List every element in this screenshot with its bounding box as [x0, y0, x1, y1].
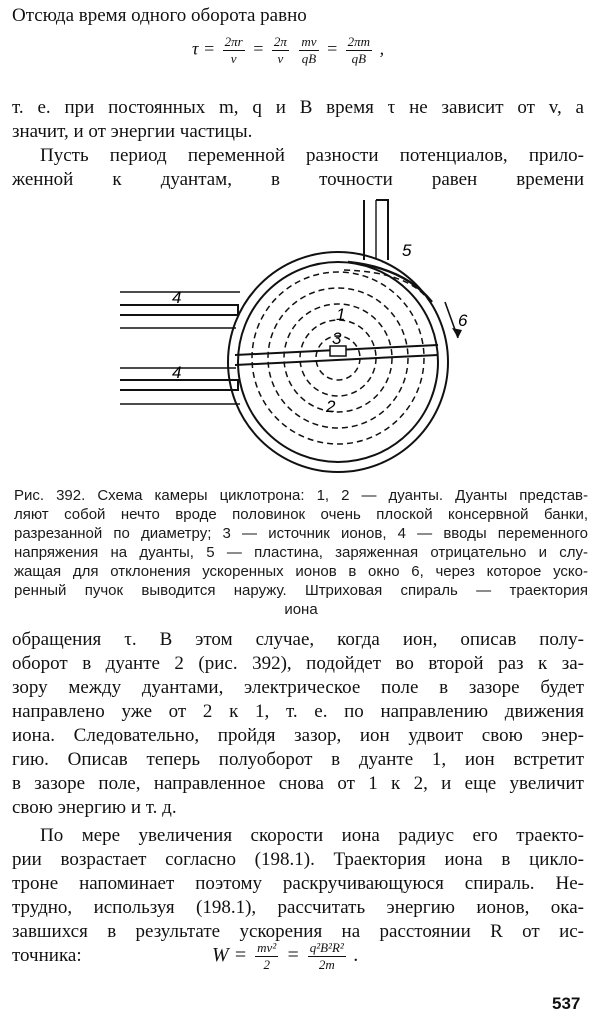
- caption-line: разрезанной по диаметру; 3 — источник ионов, 4 — вводы переменного: [14, 525, 588, 542]
- label-4-upper: 4: [172, 288, 182, 307]
- label-1: 1: [336, 305, 346, 324]
- equals-sign: =: [326, 38, 339, 59]
- formula-energy: [212, 940, 359, 973]
- text-line: направлено уже от 2 к 1, т. е. по направлению движения: [12, 701, 584, 722]
- formula-lhs: τ =: [192, 38, 216, 59]
- label-6: 6: [458, 311, 468, 330]
- text-line: По мере увеличения скорости иона радиус его траекто-: [40, 825, 584, 846]
- equals-sign: =: [286, 944, 300, 967]
- text-line: Пусть период переменной разности потенциалов, прило-: [40, 145, 584, 166]
- fraction: $\frac{\text{mv²}}{2}$: [257, 940, 277, 972]
- text-line: гию. Описав теперь полуоборот в дуанте 1, ион встретит: [12, 749, 584, 770]
- formula-period: [192, 34, 384, 67]
- caption-line: жащая для отклонения ускоренных ионов в окно 6, через которое уско-: [14, 563, 588, 580]
- label-4-lower: 4: [172, 363, 182, 382]
- label-5: 5: [402, 241, 412, 260]
- text-line: рии возрастает согласно (198.1). Траектория иона в цикло-: [12, 849, 584, 870]
- period: .: [353, 944, 359, 967]
- text-line: точника:: [12, 945, 82, 966]
- label-3: 3: [332, 329, 342, 348]
- figure-caption: [14, 486, 588, 619]
- text-line: женной к дуантам, в точности равен времени: [12, 169, 584, 190]
- text-line: т. е. при постоянных m, q и B время τ не зависит от v, а: [12, 97, 584, 118]
- caption-line: напряжения на дуанты, 5 — пластина, заряженная отрицательно и слу-: [14, 544, 588, 561]
- text-line: зору между дуантами, электрическое поле в зазоре будет: [12, 677, 584, 698]
- text-line: иона. Следовательно, пройдя зазор, ион удвоит свою энер-: [12, 725, 584, 746]
- caption-line: ляют собой нечто вроде половинок очень плоской консервной банки,: [14, 506, 588, 523]
- text-line: свою энергию и т. д.: [12, 797, 177, 818]
- text-line: Отсюда время одного оборота равно: [12, 5, 307, 26]
- text-line: оборот в дуанте 2 (рис. 392), подойдет во второй раз к за-: [12, 653, 584, 674]
- caption-line: ренный пучок выводится наружу. Штриховая спираль — траектория: [14, 582, 588, 599]
- comma: ,: [379, 38, 385, 59]
- formula-lhs: W =: [212, 944, 248, 967]
- text-line: значит, и от энергии частицы.: [12, 121, 253, 142]
- text-line: трудно, используя (198.1), рассчитать энергию ионов, ока-: [12, 897, 584, 918]
- fraction: $\frac{2\pi r}{v}$: [224, 34, 243, 66]
- text-line: завшихся в результате ускорения на расстоянии R от ис-: [12, 921, 584, 942]
- fraction: $\frac{2\pi m}{qB}$: [347, 34, 371, 66]
- text-line: в зазоре поле, направленное снова от 1 к 2, и еще увеличит: [12, 773, 584, 794]
- deflector-plate: [348, 262, 432, 302]
- text-line: троне напоминает поэтому раскручивающуюся спираль. Не-: [12, 873, 584, 894]
- text-line: обращения τ. В этом случае, когда ион, описав полу-: [12, 629, 584, 650]
- page-number: 537: [552, 994, 581, 1013]
- caption-line: иона: [284, 601, 318, 618]
- fraction: $\frac{2\pi}{v}$: [273, 34, 287, 66]
- caption-line: Рис. 392. Схема камеры циклотрона: 1, 2 — дуанты. Дуанты представ-: [14, 487, 588, 504]
- fraction: $\frac{\text{q²B²R²}}{2m}$: [309, 940, 344, 972]
- equals-sign: =: [252, 38, 265, 59]
- fraction: $\frac{mv}{qB}$: [301, 34, 317, 66]
- label-2: 2: [326, 397, 336, 416]
- cyclotron-diagram: [100, 190, 500, 480]
